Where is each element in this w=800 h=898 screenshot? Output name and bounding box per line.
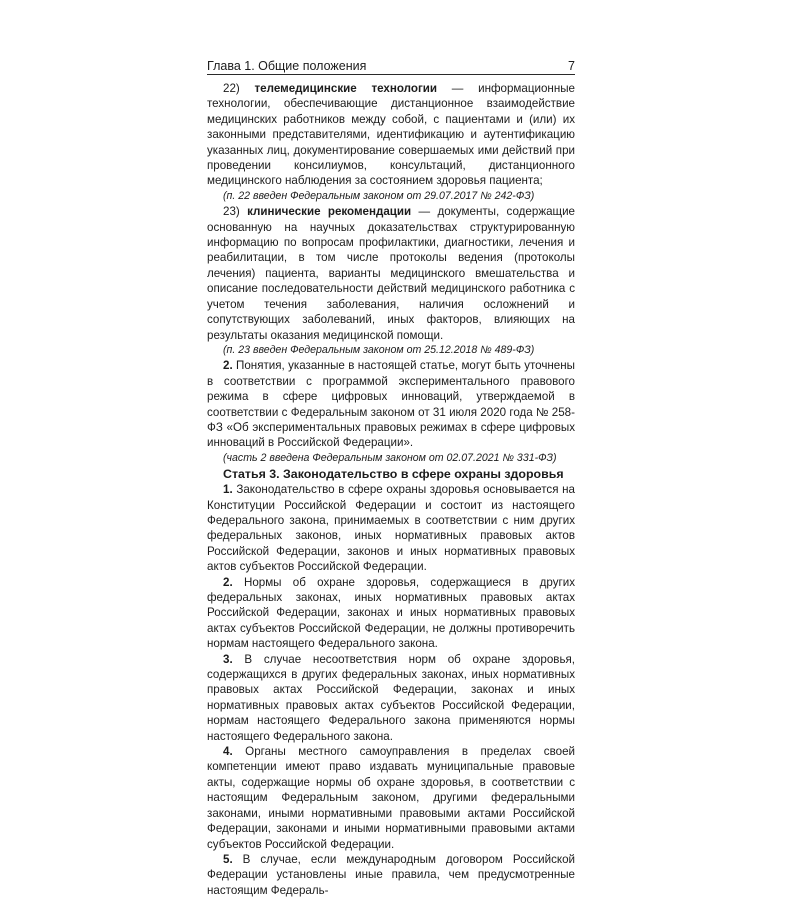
- page-content: [207, 81, 575, 898]
- article-part-1: [207, 482, 575, 574]
- item-number: 22): [223, 82, 240, 95]
- part-text: Понятия, указанные в настоящей статье, могут быть уточнены в соответствии с программой экспериментального правового режима в сфере цифровых инноваций, утверждаемой в соответствии с Федеральным законом от 31 июля 2020 года № 258-ФЗ «Об экспериментальных правовых режимах в сфере цифровых инноваций в Российской Федерации».: [207, 359, 575, 450]
- part-number: 5.: [223, 852, 233, 866]
- part-text: В случае несоответствия норм об охране здоровья, содержащихся в других федеральных законах, иных нормативных правовых актах Российской Федерации, законах и иных нормативных правовых актах субъектов Российской Федерации, нормам настоящего Федерального закона применяются нормы настоящего Федерального закона.: [207, 652, 575, 743]
- amendment-note: (часть 2 введена Федеральным законом от 02.07.2021 № 331-ФЗ): [223, 451, 557, 464]
- defined-term: телемедицинские технологии: [254, 82, 438, 95]
- part-number: 2.: [223, 575, 233, 589]
- article-part-3: [207, 652, 575, 744]
- part-text: Органы местного самоуправления в пределах своей компетенции имеют право издавать муниципальные правовые акты, содержащие нормы об охране здоровья, в соответствии с настоящим Федеральным законом, другими федеральными законами, иными нормативными правовыми актами Российской Федерации, законами и иными нормативными правовыми актами субъектов Российской Федерации.: [207, 745, 575, 851]
- part-text: Законодательство в сфере охраны здоровья основывается на Конституции Российской Федерации и состоит из настоящего Федерального закона, принимаемых в соответствии с ним других федеральных законов, иных нормативных правовых актов Российской Федерации, законов и иных нормативных правовых актов субъектов Российской Федерации.: [207, 483, 575, 574]
- item-text: — документы, содержащие основанную на научных доказательствах структурированную информацию по вопросам профилактики, диагностики, лечения и реабилитации, в том числе протоколы ведения (протоколы лечения) пациента, варианты медицинского вмешательства и описание последовательности действий медицинского работника с учетом течения заболевания, наличия осложнений и сопутствующих заболеваний, иных факторов, влияющих на результаты оказания медицинской помощи.: [207, 205, 575, 342]
- item-number: 23): [223, 205, 240, 219]
- part-number: 4.: [223, 745, 233, 759]
- part-text: В случае, если международным договором Российской Федерации установлены иные правила, чем предусмотренные настоящим Федераль-: [207, 852, 575, 897]
- article-part-5: [207, 852, 575, 898]
- defined-term: клинические рекомендации: [247, 205, 412, 219]
- book-page: [207, 58, 575, 898]
- part-number: 1.: [223, 483, 233, 497]
- page-number: 7: [568, 59, 575, 73]
- article-part-2: [207, 575, 575, 652]
- running-header: [207, 58, 575, 75]
- article-title: Статья 3. Законодательство в сфере охраны здоровья: [223, 467, 564, 482]
- part-text: Нормы об охране здоровья, содержащиеся в других федеральных законах, иных нормативных правовых актах Российской Федерации, законах и иных нормативных правовых актах субъектов Российской Федерации, не должны противоречить нормам настоящего Федерального закона.: [207, 575, 575, 651]
- part-2: [207, 358, 575, 450]
- article-part-4: [207, 744, 575, 852]
- amendment-note: (п. 23 введен Федеральным законом от 25.12.2018 № 489-ФЗ): [223, 343, 535, 356]
- part-number: 2.: [223, 359, 233, 373]
- item-23: [207, 204, 575, 343]
- chapter-title: Глава 1. Общие положения: [207, 59, 367, 73]
- amendment-note: (п. 22 введен Федеральным законом от 29.07.2017 № 242-ФЗ): [223, 189, 535, 202]
- item-22: [207, 81, 575, 189]
- item-text: — информационные технологии, обеспечивающие дистанционное взаимодействие медицинских работников между собой, с пациентами и (или) их законными представителями, идентификацию и аутентификацию указанных лиц, документирование совершаемых ими действий при проведении консилиумов, консультаций, дистанционного медицинского наблюдения за состоянием здоровья пациента;: [207, 82, 575, 188]
- part-number: 3.: [223, 652, 233, 666]
